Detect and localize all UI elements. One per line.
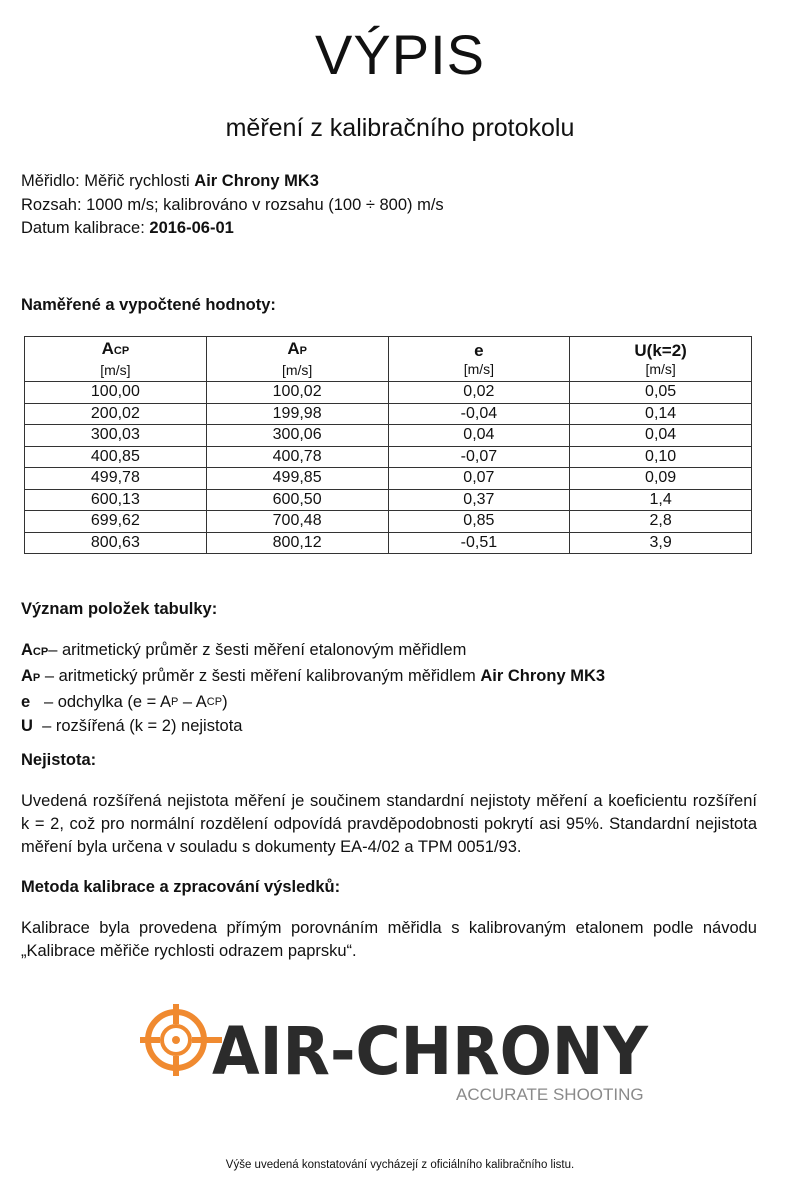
col-header-ap: AP [m/s] [206,337,388,382]
method-text: Kalibrace byla provedena přímým porovnáním měřidla s kalibrovaným etalonem podle návodu „Kalibrace měřiče rychlosti odrazem paprsku“. [21,919,757,960]
legend-item-ap: AP – aritmetický průměr z šesti měření kalibrovaným měřidlem Air Chrony MK3 [21,667,606,685]
measurement-table [24,336,752,554]
table-row: 200,02 199,98 -0,04 0,14 [25,403,752,425]
air-chrony-logo [140,1000,650,1110]
page-subtitle: měření z kalibračního protokolu [225,114,575,142]
table-row: 699,62 700,48 0,85 2,8 [25,511,752,533]
legend [21,638,605,738]
legend-title: Význam položek tabulky: [21,600,218,618]
datum-label: Datum kalibrace: [21,219,150,237]
page-title: VÝPIS [315,23,485,86]
device-info [21,170,444,241]
legend-item-u: U – rozšířená (k = 2) nejistota [21,717,243,735]
rozsah-line: Rozsah: 1000 m/s; kalibrováno v rozsahu (100 ÷ 800) m/s [21,195,444,214]
col-header-e: e [m/s] [388,337,570,382]
uncertainty-title: Nejistota: [21,751,97,769]
footer-note: Výše uvedená konstatování vycházejí z oficiálního kalibračního listu. [225,1159,575,1171]
crosshair-icon [140,1004,222,1076]
meridlo-label: Měřidlo: Měřič rychlosti [21,172,195,190]
meridlo-value: Air Chrony MK3 [194,172,319,190]
uncertainty-text: Uvedená rozšířená nejistota měření je součinem standardní nejistoty měření a koeficientu rozšíření k = 2, což pro normální rozdělení odpovídá pravděpodobnosti pokrytí asi 95%. Standardní nejistota měření byla určena v souladu s dokumenty EA-4/02 a TPM 0051/93. [21,792,757,856]
logo-tagline: ACCURATE SHOOTING [456,1085,644,1104]
col-header-u: U(k=2) [m/s] [570,337,752,382]
datum-value: 2016-06-01 [149,219,234,237]
legend-item-e: e – odchylka (e = A P – A CP ) [21,693,228,711]
table-row: 800,63 800,12 -0,51 3,9 [25,532,752,554]
legend-item-acp: ACP – aritmetický průměr z šesti měření etalonovým měřidlem [21,641,467,659]
method-title: Metoda kalibrace a zpracování výsledků: [21,878,341,896]
table-row: 600,13 600,50 0,37 1,4 [25,489,752,511]
table-row: 400,85 400,78 -0,07 0,10 [25,446,752,468]
logo-wordmark: AIR-CHRONY [212,1013,650,1090]
table-row: 300,03 300,06 0,04 0,04 [25,425,752,447]
datum-line [21,217,444,241]
meridlo-line [21,170,444,194]
measured-title: Naměřené a vypočtené hodnoty: [21,296,276,314]
table-row: 499,78 499,85 0,07 0,09 [25,468,752,490]
table-header-row [25,337,752,382]
col-header-acp: ACP [m/s] [25,337,207,382]
table-row: 100,00 100,02 0,02 0,05 [25,382,752,404]
